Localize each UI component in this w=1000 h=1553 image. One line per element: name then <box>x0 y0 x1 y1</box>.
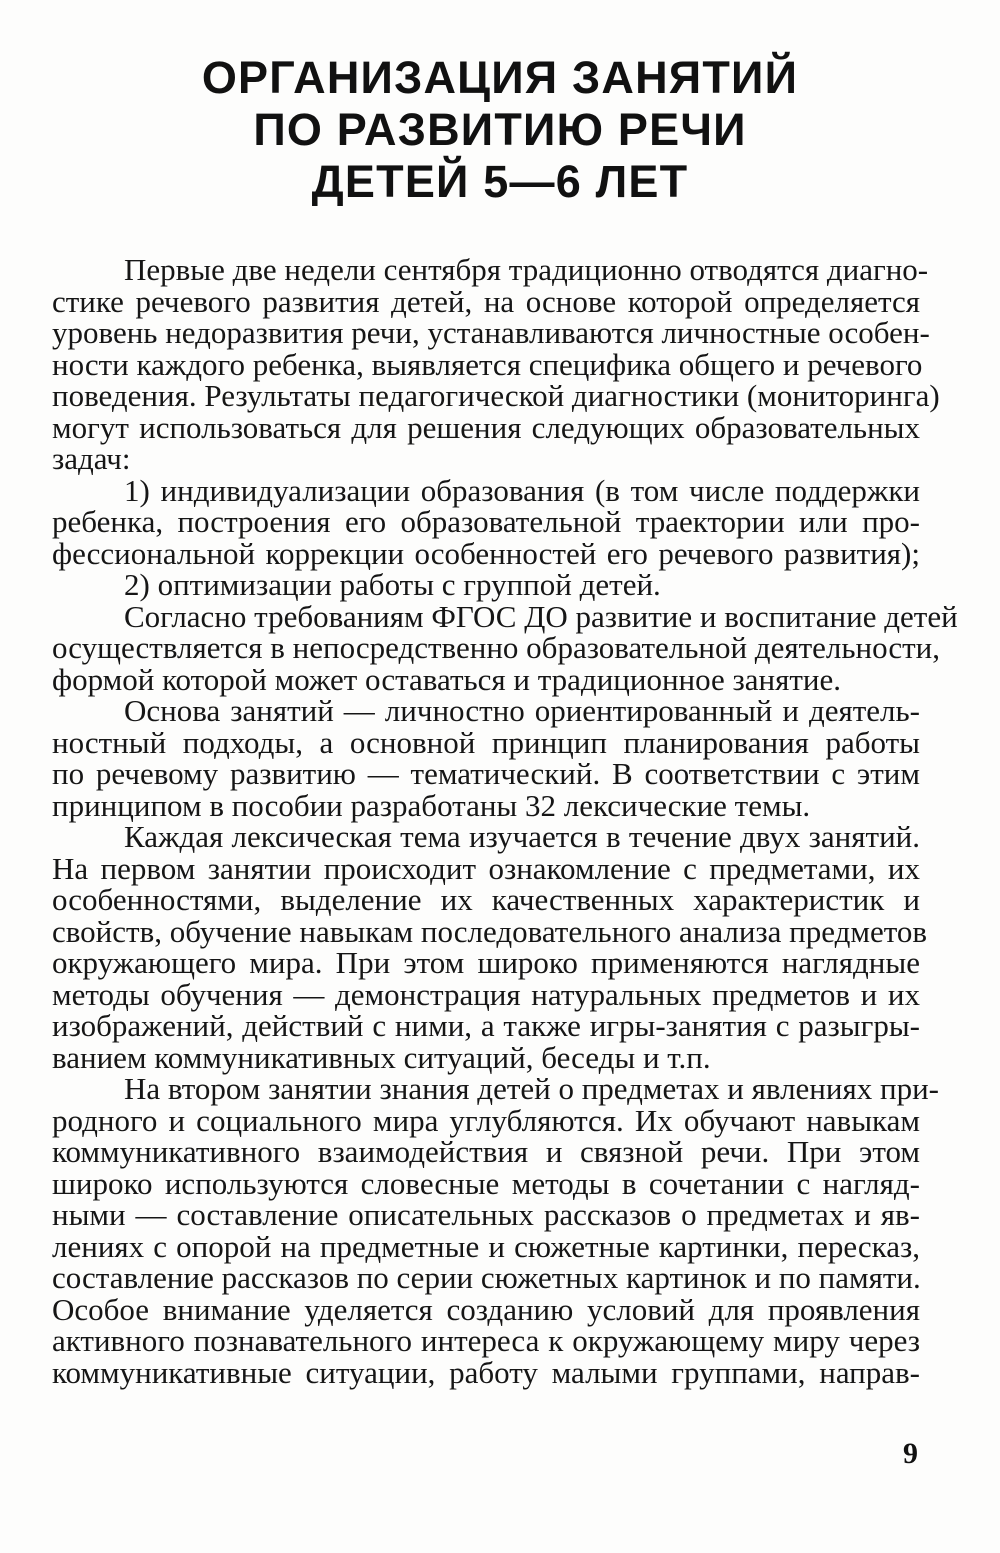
chapter-title <box>0 52 1000 208</box>
page-number: 9 <box>903 1437 918 1470</box>
text-line: лениях с опорой на предметные и сюжетные картинки, пересказ, <box>52 1228 920 1264</box>
paragraph-fgos <box>52 598 958 697</box>
text-line: особенностями, выделение их качественных характеристик и <box>52 882 920 917</box>
paragraph-diagnostics <box>52 252 940 476</box>
text-line: поведения. Результаты педагогической диагностики (мониторинга) <box>52 378 940 413</box>
text-line: принципом в пособии разработаны 32 лексические темы. <box>52 787 811 823</box>
chapter-title-line-3: ДЕТЕЙ 5—6 ЛЕТ <box>311 156 689 207</box>
text-line: Согласно требованиям ФГОС ДО развитие и воспитание детей <box>124 598 958 634</box>
paragraph-list-item-2 <box>52 569 920 601</box>
text-line: по речевому развитию — тематический. В соответствии с этим <box>52 756 920 791</box>
body-text <box>52 252 958 1390</box>
paragraph-second-lesson <box>52 1071 939 1390</box>
text-line: могут использоваться для решения следующих образовательных <box>52 409 920 445</box>
text-line: свойств, обучение навыкам последовательного анализа предметов <box>52 913 928 949</box>
text-line: коммуникативного взаимодействия и связной речи. При этом <box>52 1134 920 1169</box>
text-line: Первые две недели сентября традиционно отводятся диагно- <box>124 252 929 287</box>
text-line: ностный подходы, а основной принцип планирования работы <box>52 724 920 760</box>
text-line: окружающего мира. При этом широко применяются наглядные <box>52 945 920 980</box>
text-line: 2) оптимизации работы с группой детей. <box>124 567 661 602</box>
text-line: формой которой может оставаться и традиционное занятие. <box>52 661 842 697</box>
text-line: На втором занятии знания детей о предметах и явлениях при- <box>124 1071 939 1106</box>
text-line: осуществляется в непосредственно образовательной деятельности, <box>52 630 941 665</box>
text-line: уровень недоразвития речи, устанавливаются личностные особен- <box>52 315 930 350</box>
chapter-title-line-2: ПО РАЗВИТИЮ РЕЧИ <box>253 104 747 155</box>
text-line: методы обучения — демонстрация натуральных предметов и их <box>52 976 920 1012</box>
paragraph-first-lesson <box>52 819 928 1075</box>
text-line: коммуникативные ситуации, работу малыми группами, направ- <box>52 1354 920 1390</box>
text-line: изображений, действий с ними, а также игры-занятия с разыгры- <box>52 1008 920 1043</box>
paragraph-basis <box>52 695 920 821</box>
text-line: ными — составление описательных рассказов о предметах и яв- <box>52 1197 920 1232</box>
text-line: родного и социального мира углубляются. Их обучают навыкам <box>52 1102 920 1138</box>
text-line: Основа занятий — личностно ориентированный и деятель- <box>124 693 920 728</box>
text-line: ребенка, построения его образовательной траектории или про- <box>52 504 920 539</box>
paragraph-list-item-1 <box>52 472 920 571</box>
text-line: 1) индивидуализации образования (в том числе поддержки <box>124 472 920 508</box>
text-line: На первом занятии происходит ознакомление с предметами, их <box>52 850 920 886</box>
text-line: активного познавательного интереса к окружающему миру через <box>52 1323 920 1358</box>
text-line: стике речевого развития детей, на основе которой определяется <box>52 283 920 319</box>
text-line: широко используются словесные методы в сочетании с нагляд- <box>52 1165 920 1201</box>
text-line: составление рассказов по серии сюжетных картинок и по памяти. <box>52 1260 921 1295</box>
text-line: фессиональной коррекции особенностей его речевого развития); <box>52 535 920 571</box>
text-line: ванием коммуникативных ситуаций, беседы и т.п. <box>52 1039 711 1075</box>
text-line: Особое внимание уделяется созданию условий для проявления <box>52 1291 920 1327</box>
text-line: Каждая лексическая тема изучается в течение двух занятий. <box>124 819 920 854</box>
chapter-title-line-1: ОРГАНИЗАЦИЯ ЗАНЯТИЙ <box>201 52 799 103</box>
text-line: ности каждого ребенка, выявляется специфика общего и речевого <box>52 346 923 382</box>
text-line: задач: <box>52 441 131 476</box>
